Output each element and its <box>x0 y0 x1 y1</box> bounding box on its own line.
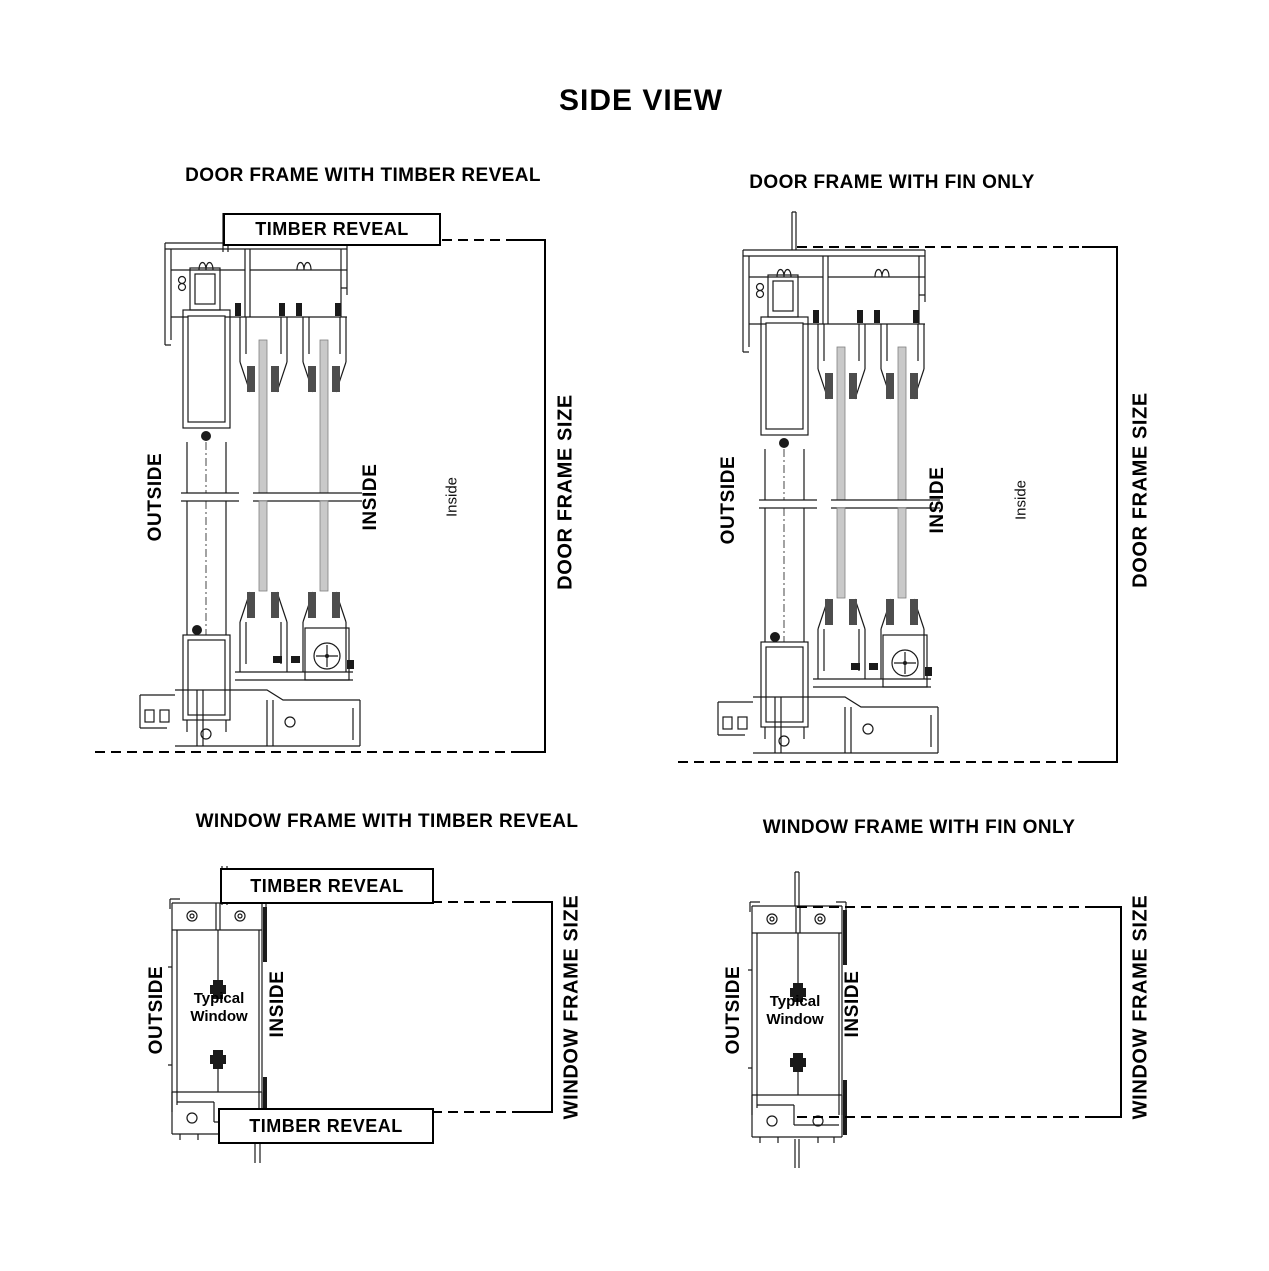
typical-window-label: Typical Window <box>190 990 248 1025</box>
inside-label: INSIDE <box>842 970 863 1038</box>
dashed-extent-line-top <box>442 239 516 241</box>
door-section-drawing <box>713 247 948 772</box>
bracket-top-corner <box>1086 906 1120 908</box>
outside-label: OUTSIDE <box>145 452 166 542</box>
outside-label: OUTSIDE <box>723 965 744 1055</box>
dashed-extent-line-bottom <box>678 761 1086 763</box>
outside-label: OUTSIDE <box>146 965 167 1055</box>
inside-label: INSIDE <box>267 970 288 1038</box>
bracket-bottom-corner <box>512 751 546 753</box>
timber-reveal-label-top: TIMBER REVEAL <box>220 868 434 904</box>
dashed-extent-line-top <box>432 901 522 903</box>
dashed-extent-line-bottom <box>432 1111 522 1113</box>
bracket-top-corner <box>1082 246 1116 248</box>
outside-label: OUTSIDE <box>718 455 739 545</box>
panel-title: WINDOW FRAME WITH TIMBER REVEAL <box>195 811 579 832</box>
bracket-bottom-corner <box>1082 761 1116 763</box>
panel-title: WINDOW FRAME WITH FIN ONLY <box>762 817 1076 838</box>
dashed-extent-line-bottom <box>797 1116 1087 1118</box>
fin-line <box>792 212 796 250</box>
bracket-bottom-corner <box>1086 1116 1120 1118</box>
size-bracket <box>1116 246 1118 763</box>
bracket-top-corner <box>512 239 546 241</box>
inside-label: INSIDE <box>927 466 948 534</box>
inside-note: Inside <box>443 476 461 518</box>
window-frame-size-label: WINDOW FRAME SIZE <box>1129 894 1152 1120</box>
timber-reveal-label-bottom: TIMBER REVEAL <box>218 1108 434 1144</box>
timber-reveal-label: TIMBER REVEAL <box>223 213 441 246</box>
bracket-top-corner <box>518 901 552 903</box>
page-title: SIDE VIEW <box>558 84 724 117</box>
panel-title: DOOR FRAME WITH TIMBER REVEAL <box>185 165 541 186</box>
dashed-extent-line-top <box>797 906 1087 908</box>
door-frame-size-label: DOOR FRAME SIZE <box>1129 392 1152 588</box>
inside-label: INSIDE <box>360 463 381 531</box>
door-frame-size-label: DOOR FRAME SIZE <box>554 394 577 590</box>
panel-title: DOOR FRAME WITH FIN ONLY <box>749 172 1035 193</box>
door-section-drawing <box>135 240 370 765</box>
size-bracket <box>551 901 553 1113</box>
size-bracket <box>544 239 546 753</box>
window-frame-size-label: WINDOW FRAME SIZE <box>560 894 583 1120</box>
inside-note: Inside <box>1012 479 1030 521</box>
typical-window-label: Typical Window <box>766 993 824 1028</box>
dashed-extent-line-bottom <box>95 751 516 753</box>
dashed-extent-line-top <box>797 246 1086 248</box>
bracket-bottom-corner <box>518 1111 552 1113</box>
size-bracket <box>1120 906 1122 1118</box>
